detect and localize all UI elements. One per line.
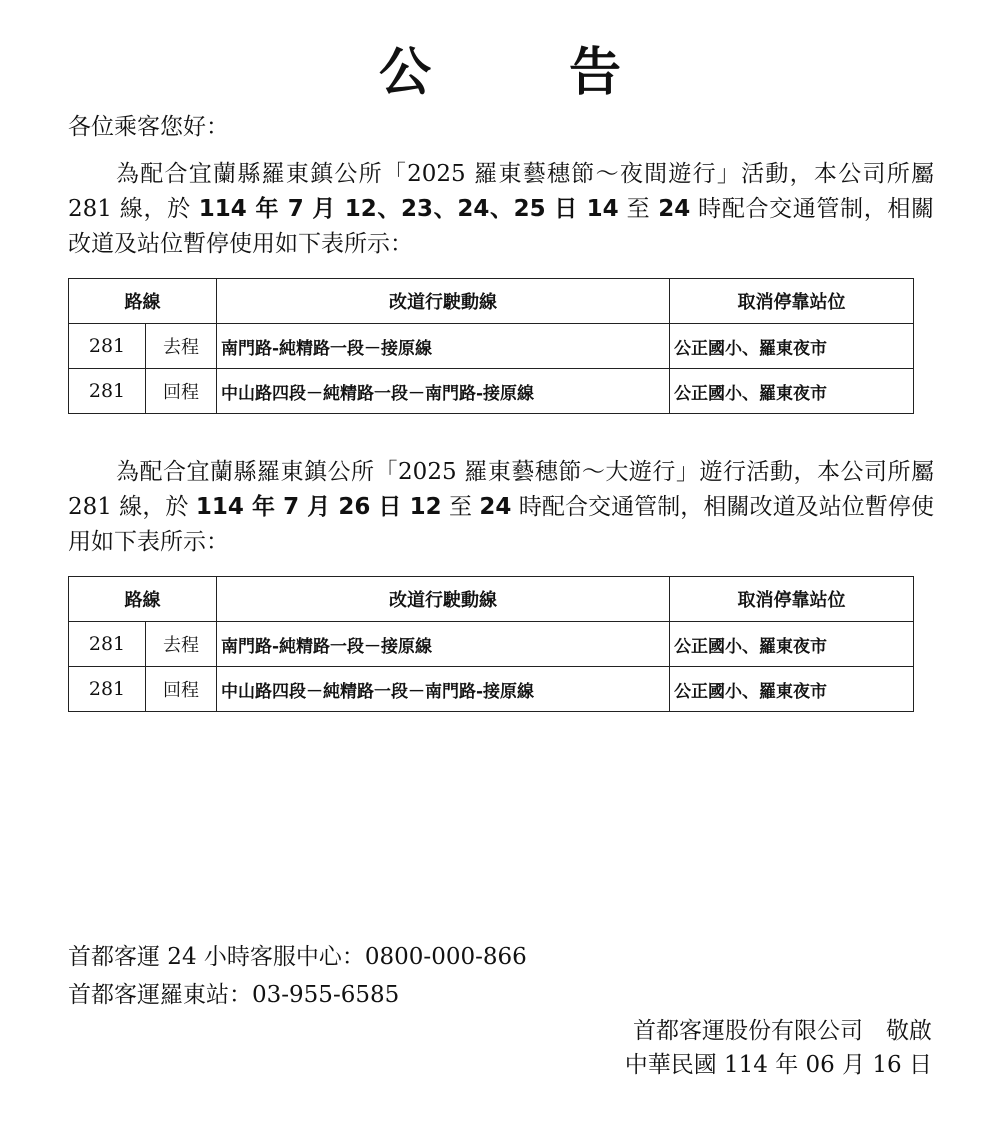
header-route: 路線: [69, 279, 217, 324]
greeting: 各位乘客您好：: [68, 114, 229, 140]
notice-1-dates: 114 年 7 月 12、23、24、25 日 14: [198, 196, 619, 222]
detour-path: 中山路四段－純精路一段－南門路-接原線: [217, 667, 670, 712]
cancelled-stops: 公正國小、羅東夜市: [670, 622, 914, 667]
route-number: 281: [69, 622, 146, 667]
cancelled-stops: 公正國小、羅東夜市: [670, 667, 914, 712]
cancelled-stops: 公正國小、羅東夜市: [670, 369, 914, 414]
route-direction: 回程: [146, 369, 217, 414]
detour-path: 中山路四段－純精路一段－南門路-接原線: [217, 369, 670, 414]
notice-1-end-time: 24: [658, 196, 691, 222]
header-route: 路線: [69, 577, 217, 622]
notice-2-dates: 114 年 7 月 26 日 12: [195, 494, 442, 520]
route-direction: 回程: [146, 667, 217, 712]
notice-paragraph-1: [68, 157, 934, 262]
notice-paragraph-2: [68, 455, 934, 560]
route-number: 281: [69, 324, 146, 369]
table-header-row: [69, 279, 914, 324]
company-signature: 首都客運股份有限公司 敬啟: [633, 1018, 932, 1044]
detour-path: 南門路-純精路一段－接原線: [217, 622, 670, 667]
header-detour: 改道行駛動線: [217, 577, 670, 622]
table-row: [69, 324, 914, 369]
header-detour: 改道行駛動線: [217, 279, 670, 324]
route-direction: 去程: [146, 324, 217, 369]
header-stops: 取消停靠站位: [670, 279, 914, 324]
table-row: [69, 667, 914, 712]
header-stops: 取消停靠站位: [670, 577, 914, 622]
notice-2-text-post: 時配合交通管制，相關改道及站位暫停使用如下表所示：: [68, 494, 935, 555]
table-header-row: [69, 577, 914, 622]
table-row: [69, 622, 914, 667]
station-phone: 首都客運羅東站：03-955-6585: [68, 982, 400, 1008]
route-direction: 去程: [146, 622, 217, 667]
route-number: 281: [69, 369, 146, 414]
detour-table-2: [68, 576, 914, 712]
table-row: [69, 369, 914, 414]
notice-1-text-pre: 為配合宜蘭縣羅東鎮公所「2025 羅東藝穗節～夜間遊行」活動，本公司所屬 281 線，於: [68, 161, 934, 222]
notice-2-text-mid: 至: [441, 494, 480, 520]
notice-1-text-mid: 至: [618, 196, 659, 222]
page-title: 公 告: [378, 43, 682, 103]
notice-date: 中華民國 114 年 06 月 16 日: [624, 1052, 932, 1078]
notice-2-end-time: 24: [479, 494, 512, 520]
detour-table-1: [68, 278, 914, 414]
customer-service-hotline: 首都客運 24 小時客服中心：0800-000-866: [68, 944, 527, 970]
cancelled-stops: 公正國小、羅東夜市: [670, 324, 914, 369]
route-number: 281: [69, 667, 146, 712]
detour-path: 南門路-純精路一段－接原線: [217, 324, 670, 369]
notice-1-text-post: 時配合交通管制，相關改道及站位暫停使用如下表所示：: [68, 196, 935, 257]
notice-2-text-pre: 為配合宜蘭縣羅東鎮公所「2025 羅東藝穗節～大遊行」遊行活動，本公司所屬 281 線，於: [68, 459, 934, 520]
